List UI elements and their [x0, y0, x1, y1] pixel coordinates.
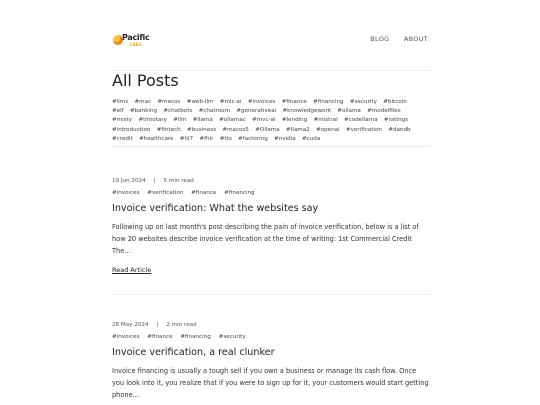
post-card	[112, 322, 430, 401]
post-read-time: 2 min read	[166, 322, 197, 328]
page-title: All Posts	[112, 71, 179, 90]
tags-divider	[112, 146, 430, 147]
meta-separator: |	[156, 322, 159, 328]
tag-link[interactable]: #web-llm	[186, 99, 214, 105]
post-title-link[interactable]: Invoice verification: What the websites say	[112, 203, 319, 214]
post-meta	[112, 178, 430, 184]
main-nav	[358, 35, 428, 43]
tag-link[interactable]: #financing	[313, 99, 344, 105]
post-tag[interactable]: #verification	[147, 190, 184, 196]
tag-link[interactable]: #mlc-ai	[219, 99, 242, 105]
tag-link[interactable]: #introduction	[112, 126, 151, 133]
tag-link[interactable]: #macos5	[222, 126, 249, 133]
tag-link[interactable]: #credit	[112, 135, 133, 142]
nav-blog-link[interactable]: BLOG	[370, 35, 390, 43]
post-card	[112, 178, 430, 276]
tag-link[interactable]: #misty	[112, 117, 133, 124]
tag-link[interactable]: #modelfiles	[367, 108, 401, 115]
tag-link[interactable]: #tts	[219, 135, 232, 142]
tag-link[interactable]: #llama2	[286, 126, 310, 133]
post-date: 28 May 2024	[112, 322, 149, 328]
tag-link[interactable]: #nvidia	[274, 135, 296, 142]
tag-link[interactable]: #tlmotary	[138, 117, 167, 124]
tag-link[interactable]: #cuda	[301, 135, 321, 142]
tag-link[interactable]: #elf	[112, 108, 124, 115]
post-date: 19 Jun 2024	[112, 178, 146, 184]
tag-link[interactable]: #chatbots	[163, 108, 193, 115]
tag-link[interactable]: #fhir	[199, 135, 214, 142]
nav-about-link[interactable]: ABOUT	[403, 35, 428, 43]
tag-link[interactable]: #chatroom	[198, 108, 231, 115]
tag-link[interactable]: #verification	[345, 126, 382, 133]
tag-link[interactable]: #fintech	[156, 126, 181, 133]
post-excerpt: Following up on last month's post describing the pain of invoice verification, below is a list of how 20 websites describe invoice verification at the time of writing: 1st Commercial Credit The...	[112, 223, 419, 255]
logo-text: Pacific	[122, 33, 150, 42]
post-read-time: 5 min read	[163, 178, 194, 184]
post-tag[interactable]: #finance	[191, 190, 217, 196]
tag-link[interactable]: #invoices	[247, 99, 276, 105]
tag-link[interactable]: #mistral	[313, 117, 338, 124]
post-tag[interactable]: #invoices	[112, 190, 140, 196]
tag-link[interactable]: #healthcare	[138, 135, 174, 142]
site-header	[112, 30, 430, 52]
tag-cloud	[112, 98, 417, 144]
tag-link[interactable]: #banking	[129, 108, 158, 115]
tag-link[interactable]: #mvc-ai	[252, 117, 276, 124]
tag-link[interactable]: #macos	[157, 99, 181, 105]
tag-link[interactable]: #openai	[315, 126, 340, 133]
tag-link[interactable]: #generativeai	[236, 108, 277, 115]
post-title-link[interactable]: Invoice verification, a real clunker	[112, 347, 275, 358]
tag-link[interactable]: #knowledgework	[282, 108, 332, 115]
tag-link[interactable]: #ratings	[383, 117, 408, 124]
tag-link[interactable]: #llm	[173, 117, 187, 124]
meta-separator: |	[153, 178, 156, 184]
tag-link[interactable]: #dandb	[388, 126, 411, 133]
tag-link[interactable]: #codellama	[343, 117, 378, 124]
post-tag[interactable]: #financing	[180, 334, 211, 340]
tag-link[interactable]: #finance	[281, 99, 307, 105]
post-excerpt: Invoice financing is usually a tough sell if you own a business or manage its cash flow. Once you look into it, you realize that if you were to sign up for it, your customers would start getting phone...	[112, 367, 429, 399]
tag-link[interactable]: #Ollama	[255, 126, 280, 133]
post-tag[interactable]: #invoices	[112, 334, 140, 340]
tag-link[interactable]: #llms	[112, 99, 129, 105]
read-article-link[interactable]: Read Article	[112, 266, 152, 274]
post-meta	[112, 322, 430, 328]
post-divider	[112, 294, 430, 295]
logo-subtext: LABS	[130, 42, 142, 47]
tag-link[interactable]: #lending	[281, 117, 308, 124]
tag-link[interactable]: #mac	[134, 99, 152, 105]
tag-link[interactable]: #security	[349, 99, 377, 105]
site-logo[interactable]	[112, 32, 162, 50]
tag-link[interactable]: #ollamac	[219, 117, 246, 124]
post-tag[interactable]: #finance	[147, 334, 173, 340]
post-tag[interactable]: #financing	[224, 190, 255, 196]
tag-link[interactable]: #hl7	[179, 135, 194, 142]
post-tags	[112, 190, 430, 196]
tag-link[interactable]: #business	[187, 126, 217, 133]
post-tag[interactable]: #security	[218, 334, 246, 340]
tag-link[interactable]: #ollama	[337, 108, 361, 115]
post-tags	[112, 334, 430, 340]
tag-link[interactable]: #llama	[192, 117, 213, 124]
tag-link[interactable]: #bitcoin	[383, 99, 407, 105]
tag-link[interactable]: #factoring	[238, 135, 268, 142]
